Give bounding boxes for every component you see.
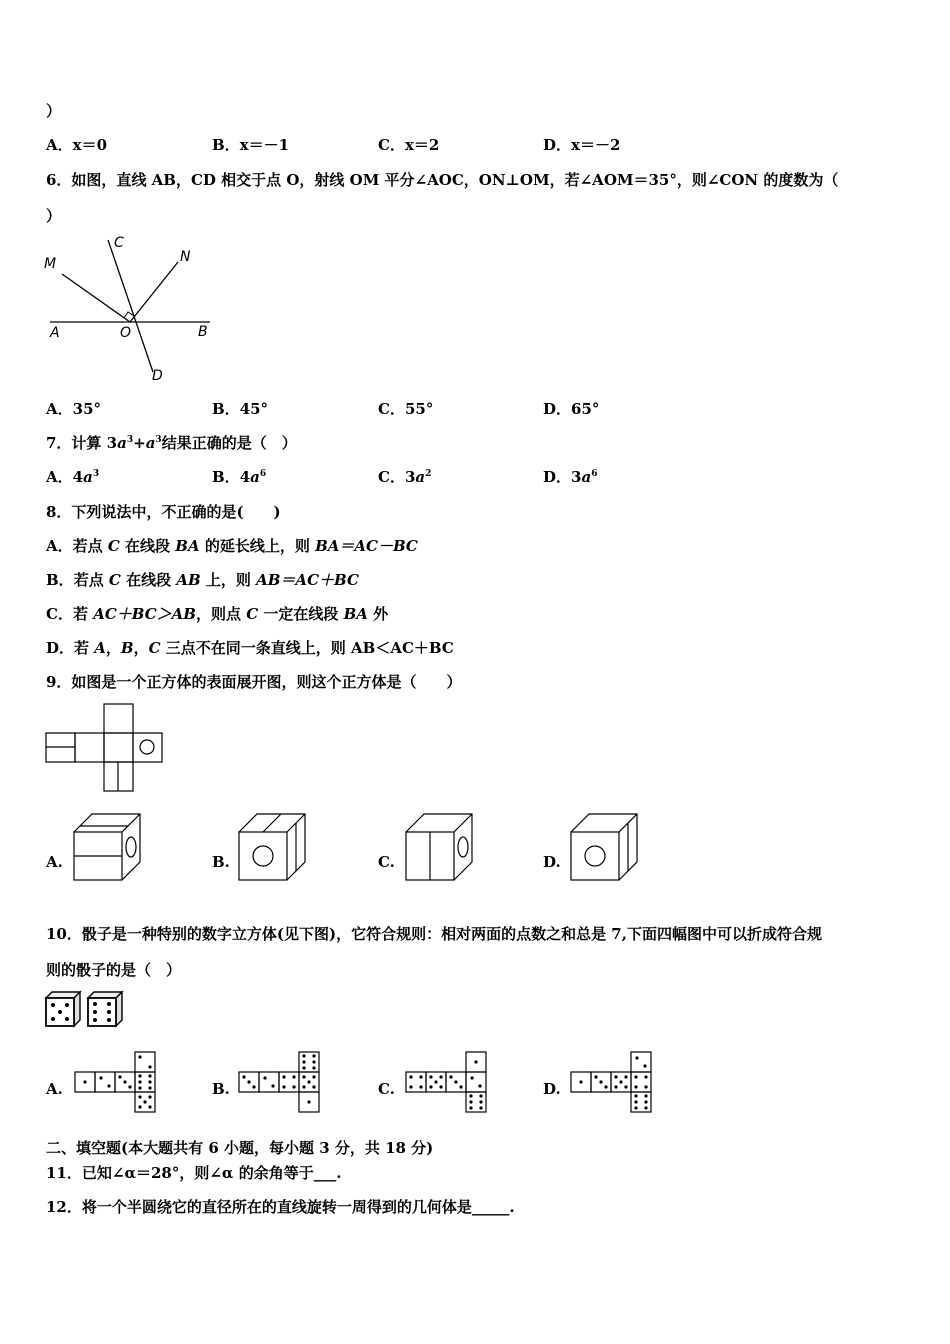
q10-option-c-net (405, 1050, 491, 1116)
ray-on (130, 262, 178, 322)
label-b: B (198, 324, 208, 340)
q6-stem-tail: ） (46, 207, 62, 225)
q8-option-d: D．若 A，B，C 三点不在同一条直线上，则 AB＜AC＋BC (46, 639, 454, 657)
q7-option-d: D．$3a^6$ (543, 468, 598, 486)
q10-option-b-label: B. (212, 1080, 230, 1098)
q5-option-c: C．x＝2 (378, 136, 440, 154)
q9-option-a-cube (72, 812, 144, 884)
q10-option-a-label: A. (46, 1080, 63, 1098)
q7-option-a: A．$4a^3$ (46, 468, 100, 486)
label-m: M (44, 256, 57, 272)
label-c: C (114, 235, 124, 251)
q7-stem: 7．计算 $3a^3+a^3$结果正确的是（ ） (46, 434, 297, 452)
q10-dice-pair (44, 990, 126, 1030)
q9-stem: 9．如图是一个正方体的表面展开图，则这个正方体是（ ） (46, 673, 462, 691)
q9-option-d-label: D. (543, 853, 561, 871)
q10-option-c-label: C. (378, 1080, 395, 1098)
q9-cube-net (44, 703, 164, 793)
q6-angle-figure (40, 232, 220, 387)
label-n: N (180, 249, 191, 265)
q9-option-a-label: A. (46, 853, 63, 871)
q6-option-d: D．65° (543, 400, 600, 418)
q8-option-b: B．若点 C 在线段 AB 上，则 AB＝AC＋BC (46, 571, 359, 589)
q10-stem-line1: 10．骰子是一种特别的数字立方体(见下图)，它符合规则：相对两面的点数之和总是 7,下面四幅图中可以折成符合规 (46, 925, 822, 943)
die-1 (46, 992, 80, 1026)
label-a: A (50, 325, 60, 341)
label-d: D (152, 368, 163, 384)
q9-option-b-cube (237, 812, 309, 884)
q6-option-a: A．35° (46, 400, 102, 418)
ray-om (62, 274, 130, 322)
q9-option-d-cube (569, 812, 641, 884)
q5-option-a: A．x＝0 (46, 136, 108, 154)
q9-option-b-label: B. (212, 853, 230, 871)
q6-stem: 6．如图，直线 AB，CD 相交于点 O，射线 OM 平分∠AOC，ON⊥OM，若∠AOM＝35°，则∠CON 的度数为（ (46, 171, 839, 189)
q12-stem: 12．将一个半圆绕它的直径所在的直线旋转一周得到的几何体是_____. (46, 1198, 515, 1216)
q9-option-c-cube (404, 812, 476, 884)
q10-option-b-net (238, 1050, 324, 1116)
q8-option-a: A．若点 C 在线段 BA 的延长线上，则 BA＝AC－BC (46, 537, 418, 555)
q8-stem: 8．下列说法中，不正确的是( ) (46, 503, 281, 521)
q10-option-a-net (74, 1050, 160, 1116)
label-o: O (120, 325, 132, 341)
line-cd (108, 240, 153, 372)
q8-option-c: C．若 AC＋BC＞AB，则点 C 一定在线段 BA 外 (46, 605, 389, 623)
q7-option-b: B．$4a^6$ (212, 468, 267, 486)
q10-stem-line2: 则的骰子的是（ ） (46, 961, 182, 979)
q11-stem: 11．已知∠α＝28°，则∠α 的余角等于___. (46, 1164, 342, 1182)
q5-stem-tail: ） (46, 102, 62, 120)
q6-option-c: C．55° (378, 400, 434, 418)
q10-option-d-label: D. (543, 1080, 561, 1098)
section-2-heading: 二、填空题(本大题共有 6 小题，每小题 3 分，共 18 分) (46, 1139, 434, 1157)
q5-option-b: B．x＝－1 (212, 136, 290, 154)
die-2 (88, 992, 122, 1026)
q5-option-d: D．x＝－2 (543, 136, 621, 154)
q10-option-d-net (570, 1050, 656, 1116)
q6-option-b: B．45° (212, 400, 269, 418)
q7-option-c: C．$3a^2$ (378, 468, 432, 486)
q9-option-c-label: C. (378, 853, 395, 871)
